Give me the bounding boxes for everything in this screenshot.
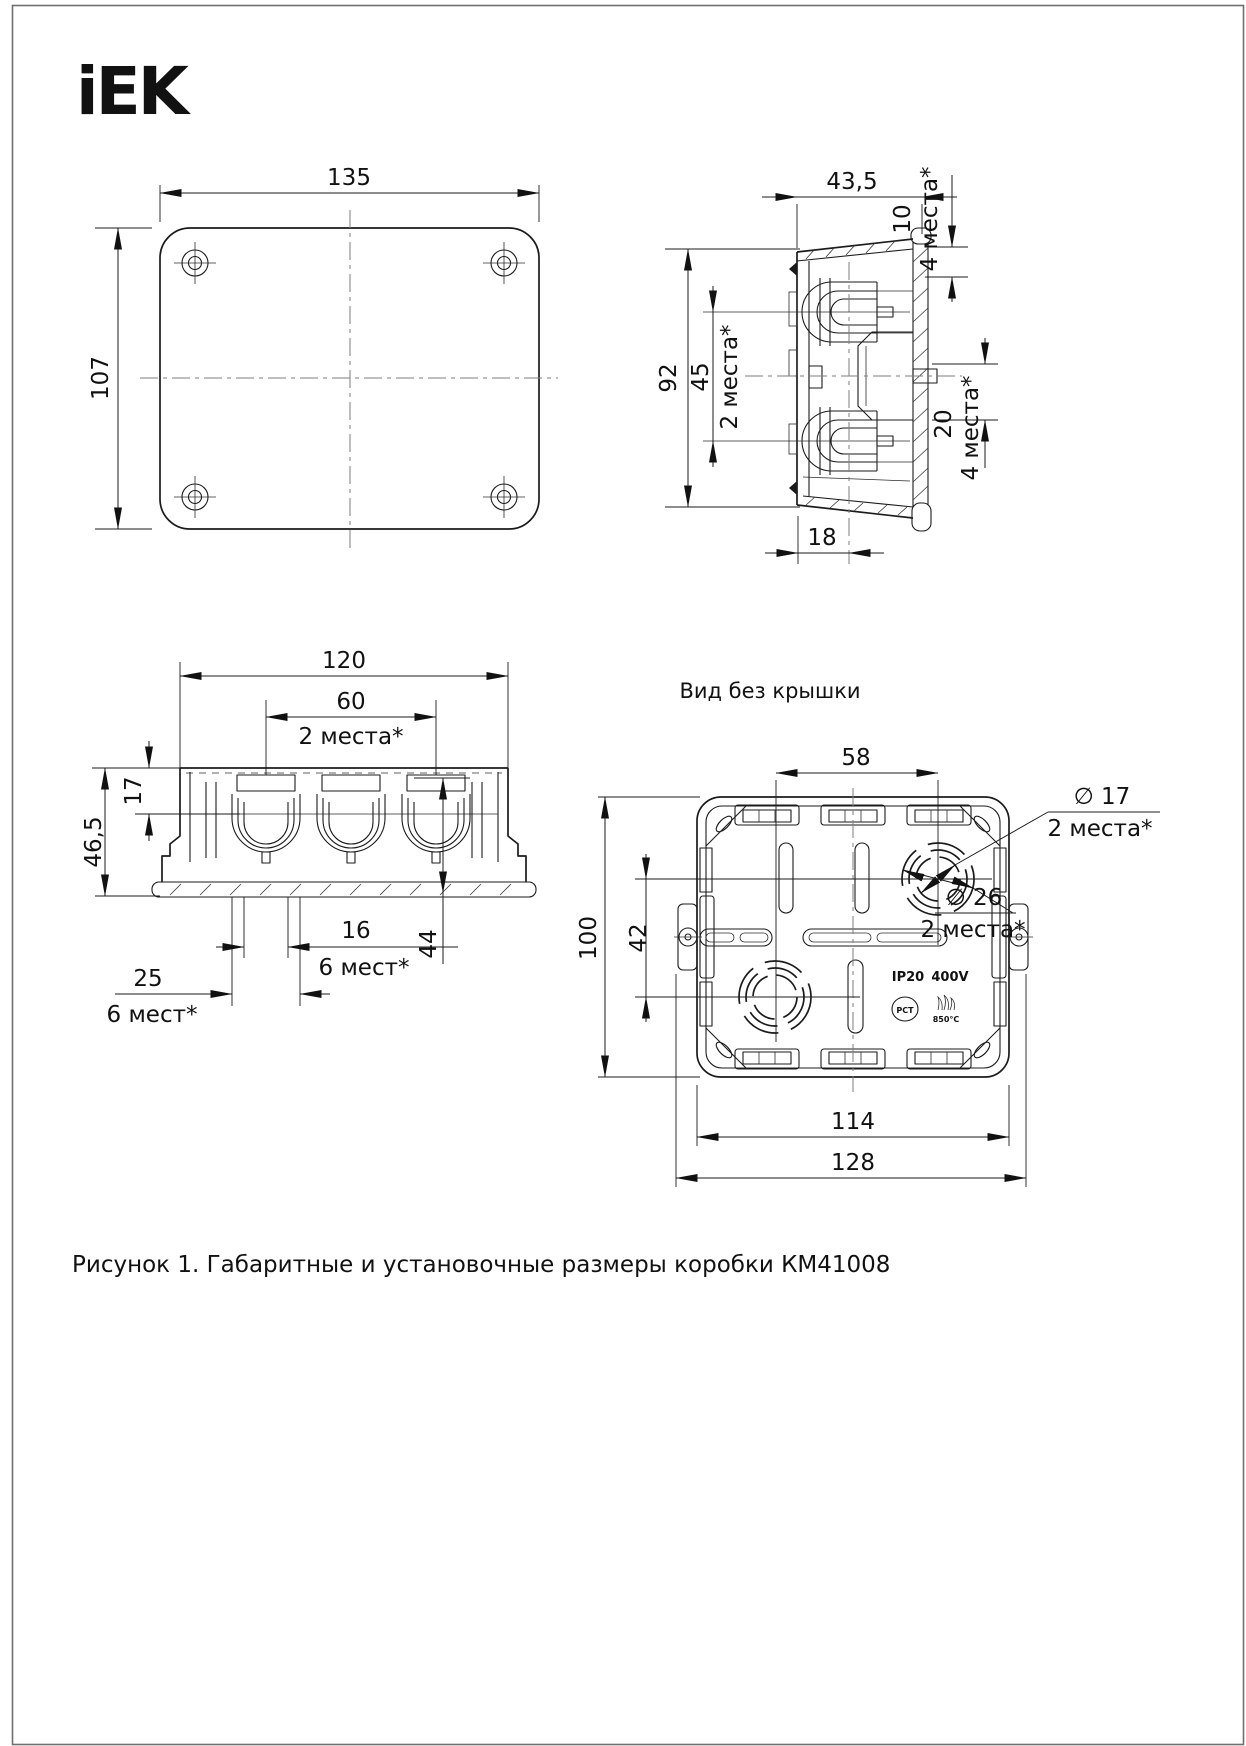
dim-label: 44	[416, 929, 442, 959]
dim-lid-depth	[890, 166, 968, 302]
elevation-body	[152, 768, 536, 897]
dim-entry-depth	[931, 338, 998, 481]
section-flange	[911, 228, 931, 531]
view-title: Вид без крышки	[679, 679, 861, 703]
dim-label: 18	[807, 525, 837, 551]
dim-label: 128	[831, 1150, 875, 1176]
dim-outer-width	[676, 974, 1026, 1187]
elevation-cable-entries	[232, 775, 470, 863]
dim-note: 6 мест*	[318, 955, 410, 981]
dim-note: 6 мест*	[106, 1002, 198, 1028]
dim-knockout-dx	[776, 745, 938, 773]
ip-rating: IP20	[891, 970, 925, 985]
dim-inner-width	[697, 1085, 1009, 1146]
dim-entry-offset	[765, 516, 884, 564]
dim-note: 2 места*	[717, 324, 743, 430]
dim-label: 135	[327, 165, 371, 191]
dim-label: 17	[121, 776, 147, 806]
dim-rim-depth	[92, 741, 240, 841]
product-markings	[892, 970, 969, 1024]
dim-label: 58	[841, 745, 871, 771]
voltage-rating: 400V	[931, 970, 969, 985]
dim-label: 120	[322, 648, 366, 674]
dim-elevation-entry-spacing	[266, 689, 436, 775]
latch-barb-bottom	[789, 481, 797, 495]
rst-cert-label: РСТ	[896, 1006, 914, 1015]
cover-top-view	[88, 165, 558, 548]
dim-note: 4 места*	[917, 166, 943, 272]
dim-label: 60	[336, 689, 366, 715]
temp-rating: 850°C	[932, 1015, 960, 1024]
figure-caption: Рисунок 1. Габаритные и установочные размеры коробки КМ41008	[72, 1252, 891, 1278]
latch-barb-top	[789, 262, 797, 276]
dim-label: ∅ 17	[1073, 784, 1131, 810]
dim-label: 16	[341, 918, 371, 944]
dim-label: 45	[688, 362, 714, 392]
dim-label: 10	[890, 204, 916, 234]
dim-label: ∅ 26	[945, 885, 1003, 911]
flame-icon	[938, 995, 955, 1010]
dim-label: 114	[831, 1109, 875, 1135]
side-section-view	[656, 166, 998, 564]
dim-slot-pitch	[107, 966, 331, 1028]
dim-label: 107	[88, 356, 114, 400]
dim-note: 4 места*	[958, 375, 984, 481]
open-box-view	[576, 679, 1160, 1187]
dim-label: 100	[576, 916, 602, 960]
brand-logo: iEK	[76, 53, 186, 130]
callout-d26	[903, 870, 1026, 943]
dim-note: 2 места*	[920, 917, 1026, 943]
dim-body-depth	[414, 778, 470, 964]
dim-label: 46,5	[81, 816, 107, 868]
section-body	[789, 239, 913, 518]
dim-label: 25	[133, 966, 163, 992]
dim-label: 43,5	[826, 169, 878, 195]
elevation-flange	[152, 882, 536, 897]
flange-hatch	[913, 248, 928, 500]
dim-note: 2 места*	[298, 724, 404, 750]
side-elevation-view	[81, 648, 536, 1028]
boss-seat	[809, 366, 822, 388]
page-border	[13, 6, 1244, 1745]
dim-note: 2 места*	[1047, 816, 1153, 842]
dim-label: 92	[656, 363, 682, 393]
callout-d17	[921, 784, 1160, 893]
dim-label: 42	[626, 923, 652, 953]
dim-label: 20	[931, 409, 957, 439]
